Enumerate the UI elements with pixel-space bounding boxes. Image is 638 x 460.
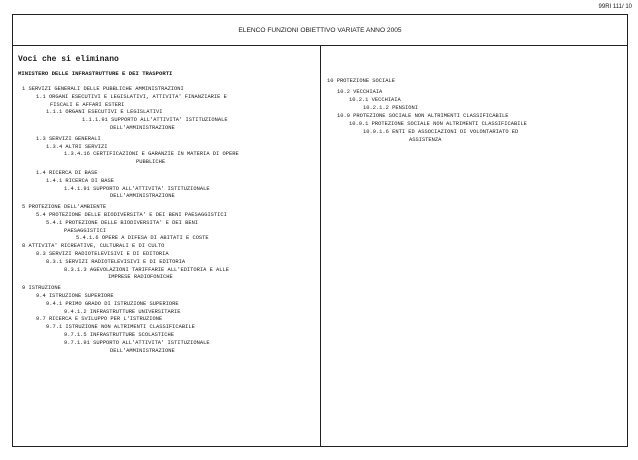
list-item: 9 ISTRUZIONE	[22, 285, 61, 292]
list-item: 1.3 SERVIZI GENERALI	[36, 135, 101, 142]
list-item: 1.1.1.91 SUPPORTO ALL'ATTIVITA' ISTITUZIONALE	[82, 117, 228, 124]
list-item: 1.4.1.91 SUPPORTO ALL'ATTIVITA' ISTITUZIONALE	[64, 185, 210, 192]
list-item: 9.4.1 PRIMO GRADO DI ISTRUZIONE SUPERIORE	[46, 300, 179, 307]
list-item: DELL'AMMINISTRAZIONE	[110, 124, 175, 131]
page-reference: 99RI 111/ 10	[598, 4, 632, 10]
document-frame	[12, 14, 628, 447]
list-item: 5.4.1 PROTEZIONE DELLE BIODIVERSITA' E DEI BENI	[46, 219, 199, 226]
column-divider	[320, 45, 321, 446]
list-item: 10.9.1 PROTEZIONE SOCIALE NON ALTRIMENTI CLASSIFICABILE	[349, 121, 527, 127]
list-item: 9.7.1.91 SUPPORTO ALL'ATTIVITA' ISTITUZIONALE	[64, 339, 210, 346]
list-item: 1.4 RICERCA DI BASE	[36, 169, 98, 176]
list-item: 1.3.4.16 CERTIFICAZIONI E GARANZIE IN MATERIA DI OPERE	[64, 151, 239, 158]
document-title: ELENCO FUNZIONI OBIETTIVO VARIATE ANNO 2005	[13, 15, 627, 46]
list-item: 10.2.1 VECCHIAIA	[349, 97, 401, 103]
list-item: 9.4 ISTRUZIONE SUPERIORE	[36, 292, 114, 299]
list-item: PAESAGGISTICI	[64, 227, 107, 234]
list-item: IMPRESE RADIOFONICHE	[108, 274, 173, 281]
list-item: 10 PROTEZIONE SOCIALE	[327, 78, 395, 84]
list-item: ASSISTENZA	[409, 137, 442, 143]
list-item: 10.2.1.2 PENSIONI	[363, 105, 418, 111]
list-item: DELL'AMMINISTRAZIONE	[110, 193, 175, 200]
list-item: 10.9.1.6 ENTI ED ASSOCIAZIONI DI VOLONTARIATO ED	[363, 129, 519, 135]
list-item: 5 PROTEZIONE DELL'AMBIENTE	[22, 204, 107, 211]
list-item: 10.9 PROTEZIONE SOCIALE NON ALTRIMENTI CLASSIFICABILE	[337, 113, 509, 119]
left-column	[18, 55, 316, 355]
section-heading: Voci che si eliminano	[18, 55, 119, 64]
list-item: PUBBLICHE	[136, 159, 166, 166]
list-item: 8.3.1.3 AGEVOLAZIONI TARIFFARIE ALL'EDITORIA E ALLE	[64, 266, 229, 273]
list-item: 5.4.1.6 OPERE A DIFESA DI ABITATI E COSTE	[76, 235, 209, 242]
list-item: 8.3.1 SERVIZI RADIOTELEVISIVI E DI EDITORIA	[46, 258, 186, 265]
list-item: FISCALI E AFFARI ESTERI	[50, 101, 125, 108]
list-item: 5.4 PROTEZIONE DELLE BIODIVERSITA' E DEI BENI PAESAGGISTICI	[36, 211, 227, 218]
right-column	[327, 77, 623, 144]
list-item: 10.2 VECCHIAIA	[337, 89, 383, 95]
list-item: 9.4.1.2 INFRASTRUTTURE UNIVERSITARIE	[64, 308, 181, 315]
ministry-heading: MINISTERO DELLE INFRASTRUTTURE E DEI TRASPORTI	[18, 70, 173, 77]
list-item: 9.7 RICERCA E SVILUPPO PER L'ISTRUZIONE	[36, 316, 163, 323]
list-item: 1.3.4 ALTRI SERVIZI	[46, 143, 108, 150]
list-item: 9.7.1.5 INFRASTRUTTURE SCOLASTICHE	[64, 331, 174, 338]
list-item: 1.4.1 RICERCA DI BASE	[46, 177, 114, 184]
list-item: 1.1.1 ORGANI ESECUTIVI E LEGISLATIVI	[46, 109, 163, 116]
list-item: DELL'AMMINISTRAZIONE	[110, 347, 175, 354]
list-item: 1 SERVIZI GENERALI DELLE PUBBLICHE AMMINISTRAZIONI	[22, 86, 184, 92]
list-item: 1.1 ORGANI ESECUTIVI E LEGISLATIVI, ATTIVITA' FINANZIARIE E	[36, 93, 227, 100]
list-item: 8.3 SERVIZI RADIOTELEVISIVI E DI EDITORIA	[36, 250, 169, 257]
list-item: 8 ATTIVITA' RICREATIVE, CULTURALI E DI CULTO	[22, 243, 165, 250]
list-item: 9.7.1 ISTRUZIONE NON ALTRIMENTI CLASSIFICABILE	[46, 324, 195, 331]
